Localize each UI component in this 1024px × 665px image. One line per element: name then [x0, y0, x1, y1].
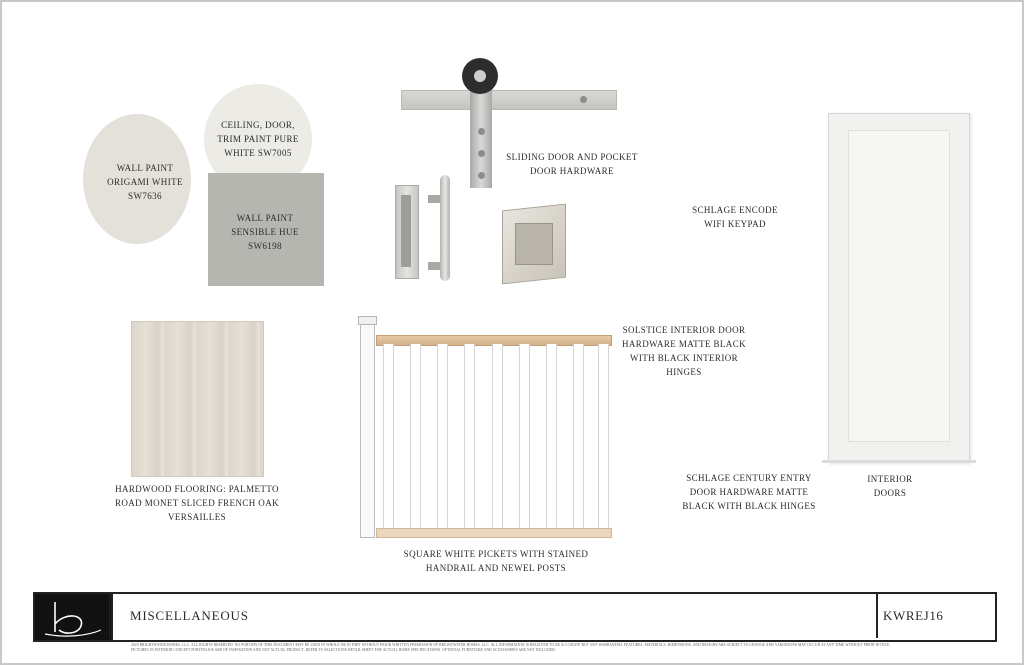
newel-post-image [360, 318, 375, 538]
label-origami-white: WALL PAINT ORIGAMI WHITE SW7636 [107, 163, 183, 201]
flush-pull-recess [401, 195, 411, 267]
bar-pull-post [428, 195, 440, 203]
bottom-rail-image [376, 528, 612, 538]
legal-disclaimer: 2020 BRIGHTWATER HOMES, LLC. ALL RIGHTS RESERVED. NO PORTION OF THIS DOCUMENT MAY BE USED IN WHOLE OR IN PART WITHOUT PRIOR WRITTEN PERMISSION OF BRIGHTWATER HOMES, LLC. ALL INFORMATION IS BELIEVED TO BE ACCURATE BUT NOT WARRANTED. FEATURES, MATERIALS, DIMENSIONS, AND DESIGNS ARE SUBJECT TO CHANGE AND VARIATIONS MAY OCCUR AT ANY TIME WITHOUT PRIOR NOTICE. PICTURES IN INTERIOR CONCEPT PORTFOLIOS ARE OF INSPIRATION AND NOT ACTUAL PRODUCT. REFER TO SELECTIONS DETAIL SHEET FOR ACTUAL HOME SPECIFICATIONS. OPTIONAL FURNITURE AND ACCESSORIES ARE NOT INCLUDED. [131, 643, 891, 652]
label-sensible-hue: WALL PAINT SENSIBLE HUE SW6198 [231, 213, 299, 251]
label-century-hardware: SCHLAGE CENTURY ENTRY DOOR HARDWARE MATTE BLACK WITH BLACK HINGES [682, 473, 816, 511]
newel-post-cap [358, 316, 377, 325]
sheet-code: KWREJ16 [883, 608, 944, 623]
picket [519, 344, 530, 528]
label-sliding-hardware: SLIDING DOOR AND POCKET DOOR HARDWARE [506, 152, 638, 176]
picket [492, 344, 503, 528]
rail-bolt [580, 96, 587, 103]
hardwood-flooring-image [131, 321, 264, 477]
bar-pull-image [440, 175, 450, 281]
strap-bolt [478, 172, 485, 179]
label-railing: SQUARE WHITE PICKETS WITH STAINED HANDRAIL AND NEWEL POSTS [403, 549, 589, 573]
picket [573, 344, 584, 528]
sheet-title: MISCELLANEOUS [130, 608, 249, 623]
picket [410, 344, 421, 528]
brand-logo [33, 592, 113, 642]
bar-pull-post [428, 262, 440, 270]
label-solstice-hardware: SOLSTICE INTERIOR DOOR HARDWARE MATTE BLACK WITH BLACK INTERIOR HINGES [622, 325, 746, 377]
brand-logo-icon [35, 594, 111, 640]
picket [598, 344, 609, 528]
label-pure-white: CEILING, DOOR, TRIM PAINT PURE WHITE SW7005 [217, 120, 299, 158]
barn-door-wheel-hub [474, 70, 486, 82]
label-interior-doors: INTERIOR DOORS [867, 474, 913, 498]
picket [383, 344, 394, 528]
label-flooring: HARDWOOD FLOORING: PALMETTO ROAD MONET SLICED FRENCH OAK VERSAILLES [114, 484, 280, 522]
interior-door-floor-shadow [822, 460, 976, 463]
title-block-divider [876, 592, 878, 638]
label-keypad: SCHLAGE ENCODE WIFI KEYPAD [692, 205, 778, 229]
title-block-divider [109, 592, 110, 638]
strap-bolt [478, 128, 485, 135]
strap-bolt [478, 150, 485, 157]
picket [546, 344, 557, 528]
interior-door-panel [848, 130, 950, 442]
picket [437, 344, 448, 528]
pocket-door-lock-inner [515, 223, 553, 265]
picket [464, 344, 475, 528]
